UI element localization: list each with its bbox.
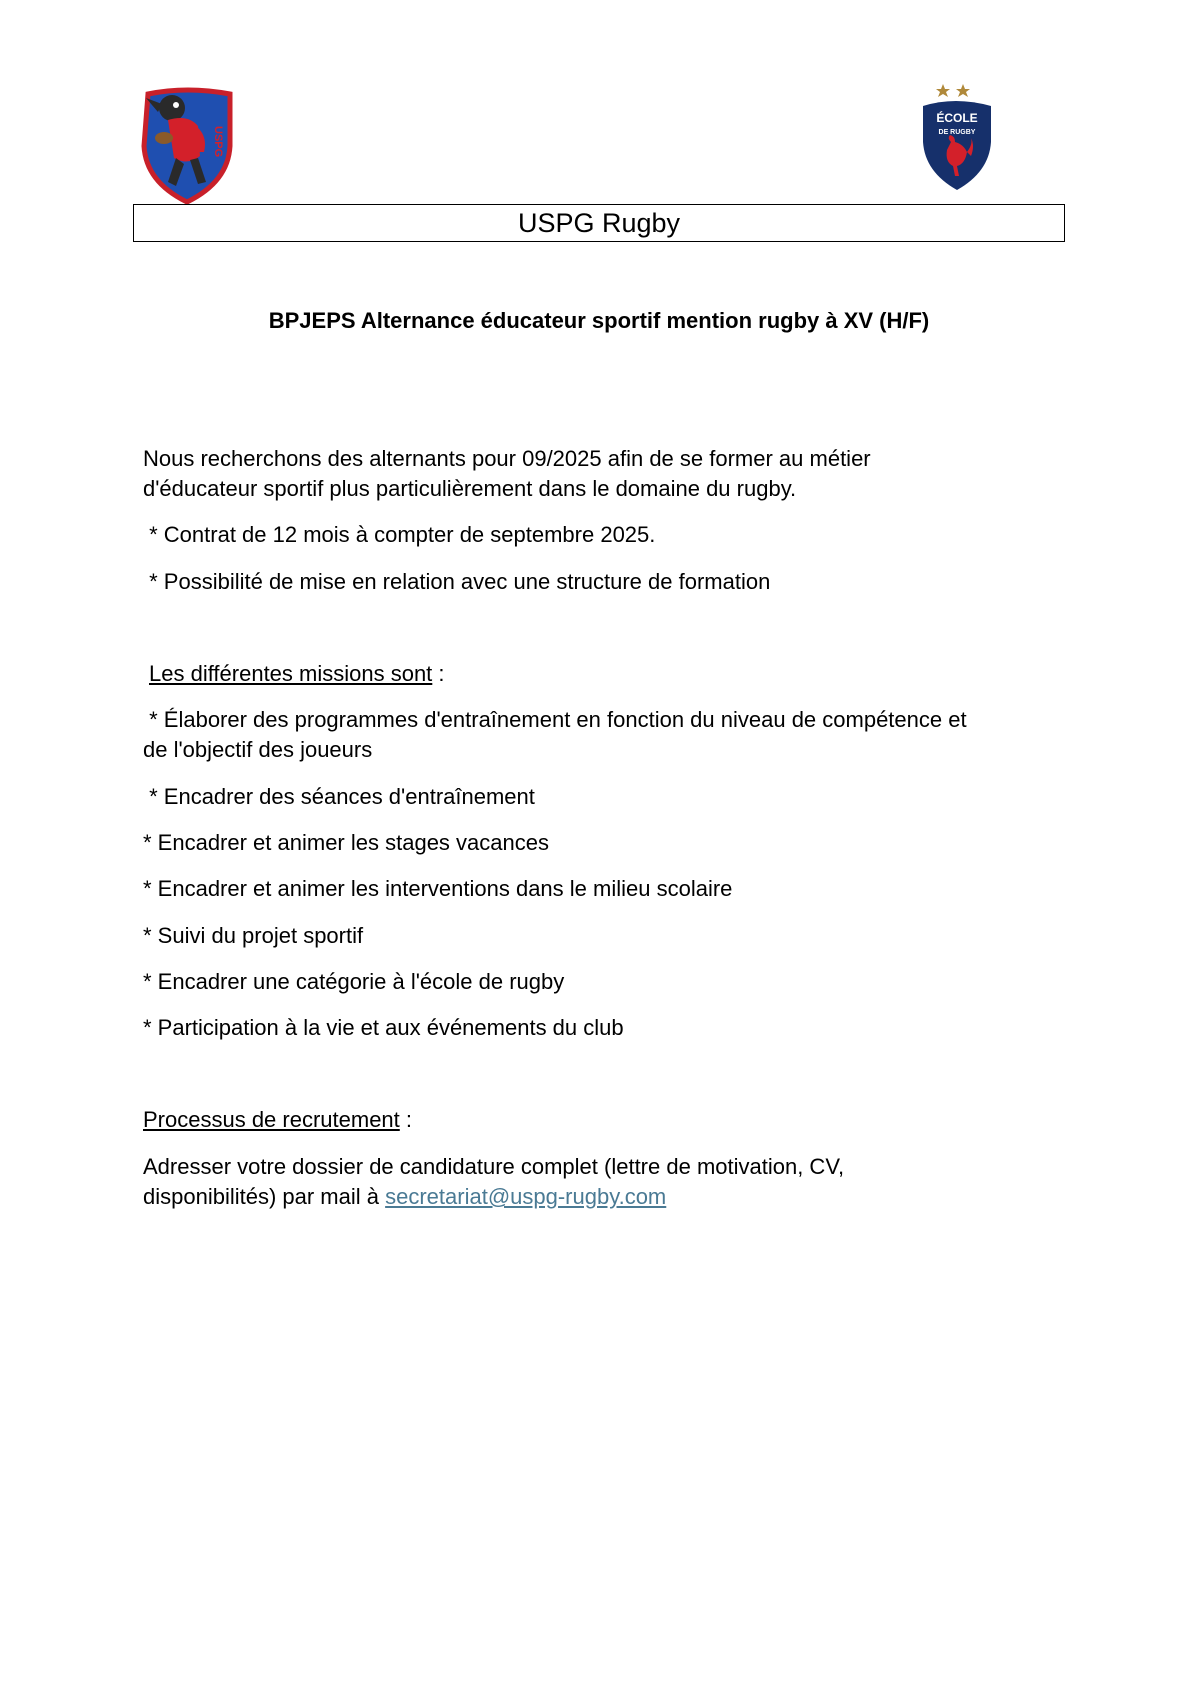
ecole-line2: DE RUGBY	[938, 129, 976, 136]
intro-line-1: Nous recherchons des alternants pour 09/2025 afin de se former au métier	[143, 446, 871, 471]
ecole-de-rugby-logo	[919, 82, 995, 192]
recruitment-line-2-text: disponibilités) par mail à	[143, 1184, 386, 1209]
mission-item-7: * Participation à la vie et aux événements du club	[143, 1015, 624, 1040]
recruitment-heading-suffix: :	[399, 1107, 413, 1132]
ecole-line1: ÉCOLE	[936, 111, 978, 125]
recruitment-heading	[143, 1105, 1063, 1135]
organization-header: USPG Rugby	[133, 204, 1065, 242]
condition-training-structure: * Possibilité de mise en relation avec une structure de formation	[143, 569, 771, 594]
mission-item-1-line-1: * Élaborer des programmes d'entraînement en fonction du niveau de compétence et	[143, 707, 967, 732]
mission-item-3: * Encadrer et animer les stages vacances	[143, 830, 549, 855]
uspg-crest-letters: USPG	[212, 126, 224, 158]
uspg-crest-logo	[138, 86, 236, 204]
intro-line-2: d'éducateur sportif plus particulièrement dans le domaine du rugby.	[143, 476, 797, 501]
recruitment-line-2	[143, 1182, 1063, 1212]
missions-heading-label: Les différentes missions sont	[149, 661, 433, 686]
recruitment-line-1: Adresser votre dossier de candidature complet (lettre de motivation, CV,	[143, 1154, 845, 1179]
condition-contract: * Contrat de 12 mois à compter de septembre 2025.	[143, 522, 656, 547]
missions-heading	[149, 659, 1069, 689]
email-link[interactable]: secretariat@uspg-rugby.com	[385, 1184, 667, 1209]
mission-item-5: * Suivi du projet sportif	[143, 923, 364, 948]
mission-item-6: * Encadrer une catégorie à l'école de rugby	[143, 969, 565, 994]
mission-item-1-line-2: de l'objectif des joueurs	[143, 737, 373, 762]
mission-item-4: * Encadrer et animer les interventions dans le milieu scolaire	[143, 876, 733, 901]
missions-heading-suffix: :	[432, 661, 445, 686]
job-title: BPJEPS Alternance éducateur sportif mention rugby à XV (H/F)	[268, 308, 930, 333]
recruitment-heading-label: Processus de recrutement	[143, 1107, 400, 1132]
mission-item-2: * Encadrer des séances d'entraînement	[143, 784, 535, 809]
